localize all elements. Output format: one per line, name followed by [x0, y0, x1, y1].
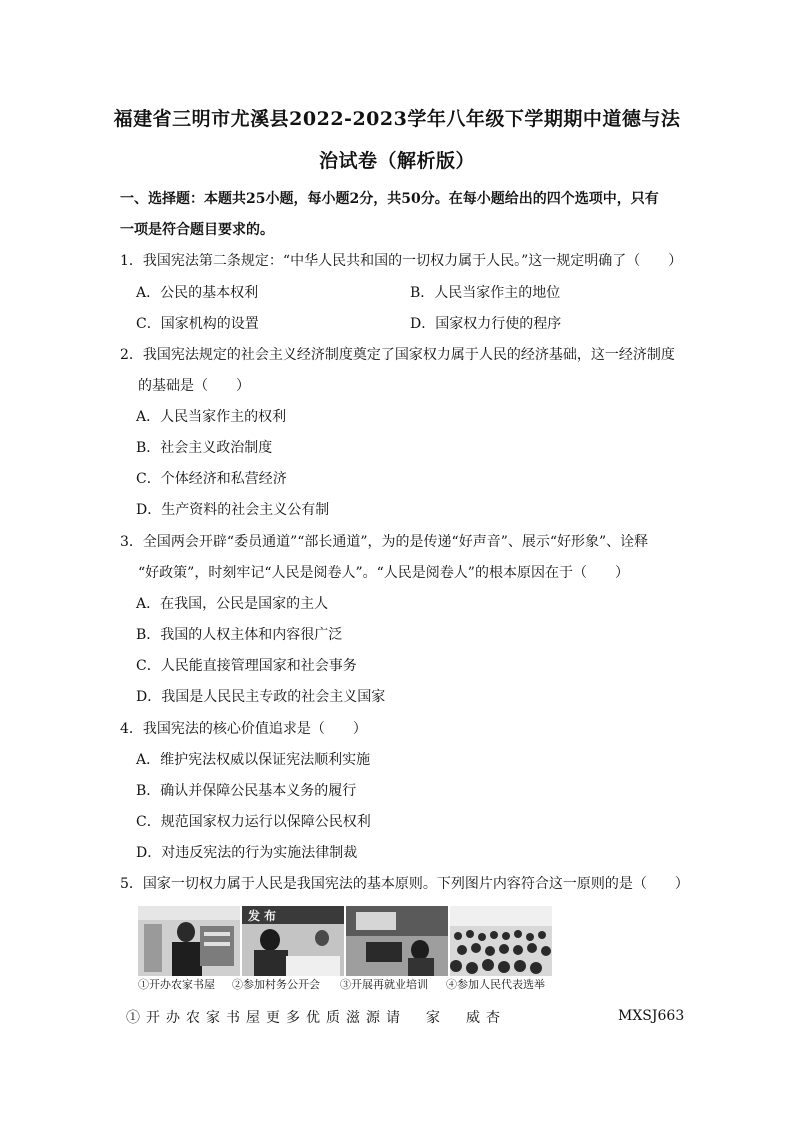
question-3-stem-line2: “好政策”，时刻牢记“人民是阅卷人”。“人民是阅卷人”的根本原因在于（ ） [138, 565, 629, 581]
question-3-option-d: D．我国是人民民主专政的社会主义国家 [136, 689, 386, 705]
picture-2-caption: ②参加村务公开会 [232, 978, 320, 991]
question-4-option-d: D．对违反宪法的行为实施法律制裁 [136, 845, 358, 861]
section-heading-line1: 一、选择题：本题共25小题，每小题2分，共50分。在每小题给出的四个选项中，只有 [120, 191, 659, 207]
question-1-option-a: A．公民的基本权利 [136, 285, 259, 301]
question-2-option-d: D．生产资料的社会主义公有制 [136, 502, 330, 518]
question-2-option-c: C．个体经济和私营经济 [136, 471, 287, 487]
question-1-option-c: C．国家机构的设置 [136, 316, 259, 332]
question-2-option-b: B．社会主义政治制度 [136, 440, 273, 456]
question-3-option-b: B．我国的人权主体和内容很广泛 [136, 627, 343, 643]
question-4-stem: 4．我国宪法的核心价值追求是（ ） [120, 721, 367, 737]
question-2-stem-line2: 的基础是（ ） [138, 378, 250, 394]
question-2-stem-line1: 2．我国宪法规定的社会主义经济制度奠定了国家权力属于人民的经济基础，这一经济制度 [120, 347, 675, 363]
question-4-option-c: C．规范国家权力运行以保障公民权利 [136, 814, 371, 830]
question-3-stem-line1: 3．全国两会开辟“委员通道”“部长通道”，为的是传递“好声音”、展示“好形象”、诠释 [120, 534, 649, 550]
question-4-option-a: A．维护宪法权威以保证宪法顺利实施 [136, 752, 371, 768]
section-heading-line2: 一项是符合题目要求的。 [120, 222, 274, 238]
picture-1-caption: ①开办农家书屋 [138, 978, 215, 991]
picture-2-sign-text: 发布 [248, 909, 281, 923]
picture-1-book-house [138, 906, 240, 976]
question-3-option-a: A．在我国，公民是国家的主人 [136, 596, 329, 612]
document-title-line2: 治试卷（解析版） [318, 150, 475, 172]
bottom-garbled-line: ①开办农家书屋更多优质滋源请 家 威杏 [126, 1010, 506, 1026]
document-title-line1: 福建省三明市尤溪县2022-2023学年八年级下学期期中道德与法 [113, 108, 681, 130]
picture-4-election [450, 906, 552, 976]
question-1-stem: 1．我国宪法第二条规定：“中华人民共和国的一切权力属于人民。”这一规定明确了（ ） [120, 253, 683, 269]
question-1-option-d: D．国家权力行使的程序 [410, 316, 562, 332]
picture-3-job-training [346, 906, 448, 976]
question-2-option-a: A．人民当家作主的权利 [136, 409, 287, 425]
picture-4-caption: ④参加人民代表选举 [446, 978, 545, 991]
picture-2-village-meeting [242, 906, 344, 976]
question-4-option-b: B．确认并保障公民基本义务的履行 [136, 783, 357, 799]
document-code: MXSJ663 [618, 1008, 685, 1024]
question-5-stem: 5．国家一切权力属于人民是我国宪法的基本原则。下列图片内容符合这一原则的是（ ） [120, 876, 689, 892]
question-1-option-b: B．人民当家作主的地位 [410, 285, 561, 301]
question-3-option-c: C．人民能直接管理国家和社会事务 [136, 658, 357, 674]
picture-3-caption: ③开展再就业培训 [340, 978, 428, 991]
